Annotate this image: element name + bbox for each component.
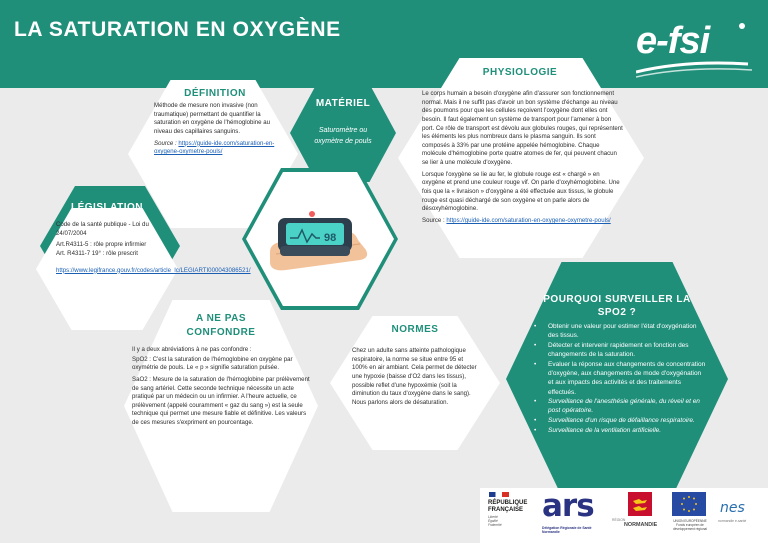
pourquoi-item: • Surveillance de l'anesthésie générale, du réveil et en post opératoire. [534,397,708,415]
ars-logo: ars [542,488,594,524]
definition-title: DÉFINITION [184,88,246,99]
pourquoi-item: • Détecter et intervenir rapidement en fonction des changements de la saturation. [534,341,708,359]
physiologie-title: PHYSIOLOGIE [482,67,558,78]
definition-link[interactable]: https://guide-ide.com/saturation-en-oxygene-oxymetre-pouls/ [154,139,275,156]
region-name: NORMANDIE [624,522,658,528]
legislation-line3: Art. R4311-7 19° : rôle prescrit [56,249,138,257]
nes-logo: nes [720,500,745,516]
confondre-sao2: SaO2 : Mesure de la saturation de l'hémoglobine par prélèvement de sang artériel. Cette seconde technique nécessite un acte pratiqué par un médecin ou un infirmier. A l'heure actuelle, ce prélèvement (appelé couramment « gaz du sang ») est la seule technique qui permet une mesure fiable et définitive. Les valeurs de ces mesures s'expriment en pourcentage. [132,375,310,427]
physiologie-source-label: Source : [422,216,445,224]
normes-title: NORMES [391,324,439,335]
french-flag-icon [489,492,509,497]
confondre-intro: Il y a deux abréviations à ne pas confondre : [132,346,252,353]
eu-caption [669,519,711,531]
ars-caption [542,526,592,534]
pourquoi-item: • Obtenir une valeur pour estimer l'état d'oxygénation des tissus. [534,322,708,340]
ars-caption-2: Normandie [542,530,560,535]
logo-text: e-fsi [636,20,710,62]
physiologie-p2: Lorsque l'oxygène se lie au fer, le globule rouge est « chargé » en oxygène et prend une couleur rouge vif. On parle d'oxyhémoglobine. Une fois que la « livraison » d'oxygène a été effectuée aux tissus, le globule rouge est quasi déchargé de son oxygène et on parle alors de désoxyhémoglobine. [422,170,620,213]
materiel-title: MATÉRIEL [315,98,371,109]
physiologie-p1: Le corps humain a besoin d'oxygène afin d'assurer son fonctionnement normal. Mais il ne suffit pas d'avoir un bon système d'échange au niveau des poumons pour que les cellules reçoivent l'oxygène dont elles ont besoin. Il faut également un système de transport pour l'amener à bon port. Ce rôle de transport est dévolu aux globules rouges, qui représentent les éléments les plus nombreux dans le plasma sanguin. Ils sont composés à 33% par une protéine appelée hémoglobine. Chaque molécule d'hémoglobine porte quatre atomes de fer, qui peuvent chacun se lier à une molécule d'oxygène. [422,90,623,167]
pourquoi-title: POURQUOI SURVEILLER LA SPO2 ? [543,294,691,318]
rf-motto [488,516,502,528]
ars-caption-1: Délégation Régionale de Santé [542,526,592,530]
oximeter-reading: 98 [324,232,337,244]
definition-text: Méthode de mesure non invasive (non traumatique) permettant de quantifier la saturation en oxygène de l'hémoglobine au niveau des capillaires sanguins. [154,102,271,135]
normandie-leopards-icon [628,492,652,516]
eu-flag-icon [672,492,706,516]
legislation-line2: Art.R4311-5 : rôle propre infirmier [56,241,147,249]
motto-2: Égalité [488,518,498,523]
rf-line2: FRANÇAISE [488,506,524,513]
legislation-line1: Code de la santé publique - Loi du 24/07/2004 [56,221,149,237]
eu-caption-1: UNION EUROPÉENNE [673,519,707,523]
pourquoi-item: • Surveillance d'un risque de défaillance respiratoire. [534,416,708,425]
nes-caption: normandie e-santé [718,519,747,523]
legislation-body [56,221,251,278]
definition-body [154,102,278,157]
materiel-text: Saturomètre ou oxymètre de pouls [314,127,372,145]
physiologie-body [422,90,624,226]
eu-caption-2: Fonds européen de [676,523,704,527]
pourquoi-item: • Evaluer la réponse aux changements de concentration d'oxygène, aux changements de mode d'oxygénation et aux impacts des activités et des traitements effectués. [534,360,708,397]
partner-logos [480,488,768,543]
republique-francaise-logo [488,500,527,514]
region-caption: RÉGION [612,518,626,522]
header-banner [0,0,768,88]
definition-source-label: Source : [154,139,177,147]
rf-line1: RÉPUBLIQUE [488,500,528,506]
legislation-link[interactable]: https://www.legifrance.gouv.fr/codes/article_lc/LEGIARTI000043086521/ [56,266,251,274]
normes-text: Chez un adulte sans atteinte pathologique respiratoire, la norme se situe entre 95 et 100% en air ambiant. Cela permet de détecter une hypoxie (baisse d'O2 dans les tissus), possible reflet d'une hypoxémie (soit la diminution du taux d'oxygène dans le sang). Nous parlons alors de désaturation. [352,347,477,406]
confondre-title: A NE PAS CONFONDRE [186,313,256,338]
pulse-oximeter-icon [262,186,382,296]
pourquoi-item: • Surveillance de la ventilation artificielle. [534,426,708,435]
physiologie-link[interactable]: https://guide-ide.com/saturation-en-oxygene-oxymetre-pouls/ [446,216,611,224]
pourquoi-list [534,322,708,436]
motto-1: Liberté [488,515,498,519]
efsi-logo [636,20,754,82]
legislation-title: LÉGISLATION [71,202,143,213]
eu-caption-3: développement régional [672,527,708,531]
page-title: LA SATURATION EN OXYGÈNE [14,18,341,41]
motto-3: Fraternité [488,522,502,527]
confondre-spo2: SpO2 : C'est la saturation de l'hémoglobine en oxygène par oxymétrie de pouls. Le « p » signifie saturation pulsée. [132,355,293,372]
confondre-body [132,346,310,431]
